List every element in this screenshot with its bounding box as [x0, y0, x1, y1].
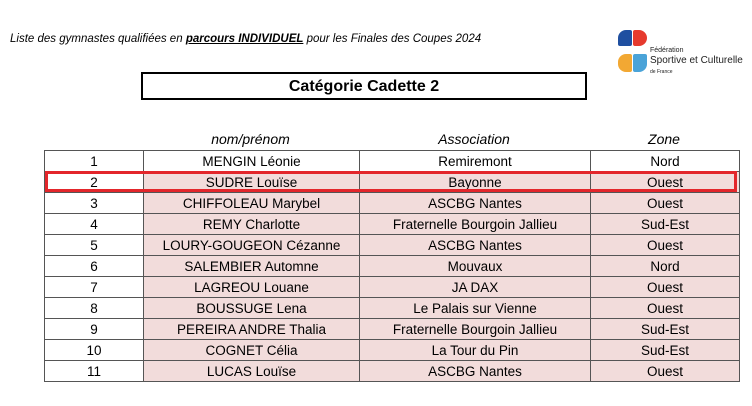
association-cell: Le Palais sur Vienne — [360, 298, 591, 319]
zone-cell: Ouest — [591, 193, 740, 214]
name-cell: LUCAS Louïse — [144, 361, 360, 382]
intro-highlight: parcours INDIVIDUEL — [185, 33, 304, 45]
rank-cell: 4 — [45, 214, 144, 235]
zone-cell: Ouest — [591, 235, 740, 256]
association-cell: ASCBG Nantes — [360, 235, 591, 256]
highlight-box — [45, 171, 737, 192]
name-cell: BOUSSUGE Lena — [144, 298, 360, 319]
intro-suffix: pour les Finales des Coupes 2024 — [306, 33, 482, 45]
zone-cell: Sud-Est — [591, 319, 740, 340]
association-cell: Fraternelle Bourgoin Jallieu — [360, 319, 591, 340]
zone-cell: Sud-Est — [591, 214, 740, 235]
association-cell: Remiremont — [360, 151, 591, 172]
header-name: nom/prénom — [211, 131, 290, 147]
association-cell: Fraternelle Bourgoin Jallieu — [360, 214, 591, 235]
association-cell: La Tour du Pin — [360, 340, 591, 361]
table-row — [45, 340, 740, 361]
logo-line2: Sportive et Culturelle — [650, 55, 743, 66]
header-association: Association — [438, 131, 510, 147]
rank-cell: 9 — [45, 319, 144, 340]
name-cell: LOURY-GOUGEON Cézanne — [144, 235, 360, 256]
association-cell: Bayonne — [360, 172, 591, 193]
zone-cell: Ouest — [591, 298, 740, 319]
logo-mark-orange — [618, 54, 632, 72]
name-cell: REMY Charlotte — [144, 214, 360, 235]
zone-cell: Sud-Est — [591, 340, 740, 361]
header-zone: Zone — [648, 131, 680, 147]
zone-cell: Ouest — [591, 361, 740, 382]
intro-prefix: Liste des gymnastes qualifiées en — [10, 33, 183, 45]
association-cell: Mouvaux — [360, 256, 591, 277]
name-cell: LAGREOU Louane — [144, 277, 360, 298]
name-cell: CHIFFOLEAU Marybel — [144, 193, 360, 214]
category-title: Catégorie Cadette 2 — [141, 72, 587, 100]
table-row — [45, 214, 740, 235]
name-cell: PEREIRA ANDRE Thalia — [144, 319, 360, 340]
table-row — [45, 361, 740, 382]
rank-cell: 8 — [45, 298, 144, 319]
table-row — [45, 193, 740, 214]
table-row — [45, 298, 740, 319]
fscf-logo — [614, 28, 743, 84]
table-row — [45, 319, 740, 340]
name-cell: SALEMBIER Automne — [144, 256, 360, 277]
rank-cell: 2 — [45, 172, 144, 193]
rank-cell: 1 — [45, 151, 144, 172]
logo-line3: de France — [650, 69, 673, 75]
table-row — [45, 277, 740, 298]
association-cell: ASCBG Nantes — [360, 361, 591, 382]
rank-cell: 5 — [45, 235, 144, 256]
rank-cell: 10 — [45, 340, 144, 361]
rank-cell: 3 — [45, 193, 144, 214]
zone-cell: Nord — [591, 151, 740, 172]
rank-cell: 6 — [45, 256, 144, 277]
zone-cell: Nord — [591, 256, 740, 277]
logo-mark-red — [633, 30, 647, 46]
zone-cell: Ouest — [591, 172, 740, 193]
table-row — [45, 151, 740, 172]
zone-cell: Ouest — [591, 277, 740, 298]
table-row — [45, 256, 740, 277]
logo-mark-lightblue — [633, 54, 647, 72]
intro-text — [10, 33, 481, 45]
name-cell: COGNET Célia — [144, 340, 360, 361]
table-row — [45, 235, 740, 256]
association-cell: JA DAX — [360, 277, 591, 298]
rank-cell: 7 — [45, 277, 144, 298]
rank-cell: 11 — [45, 361, 144, 382]
logo-line1: Fédération — [650, 47, 684, 54]
name-cell: MENGIN Léonie — [144, 151, 360, 172]
name-cell: SUDRE Louïse — [144, 172, 360, 193]
association-cell: ASCBG Nantes — [360, 193, 591, 214]
logo-mark-blue — [618, 30, 632, 46]
